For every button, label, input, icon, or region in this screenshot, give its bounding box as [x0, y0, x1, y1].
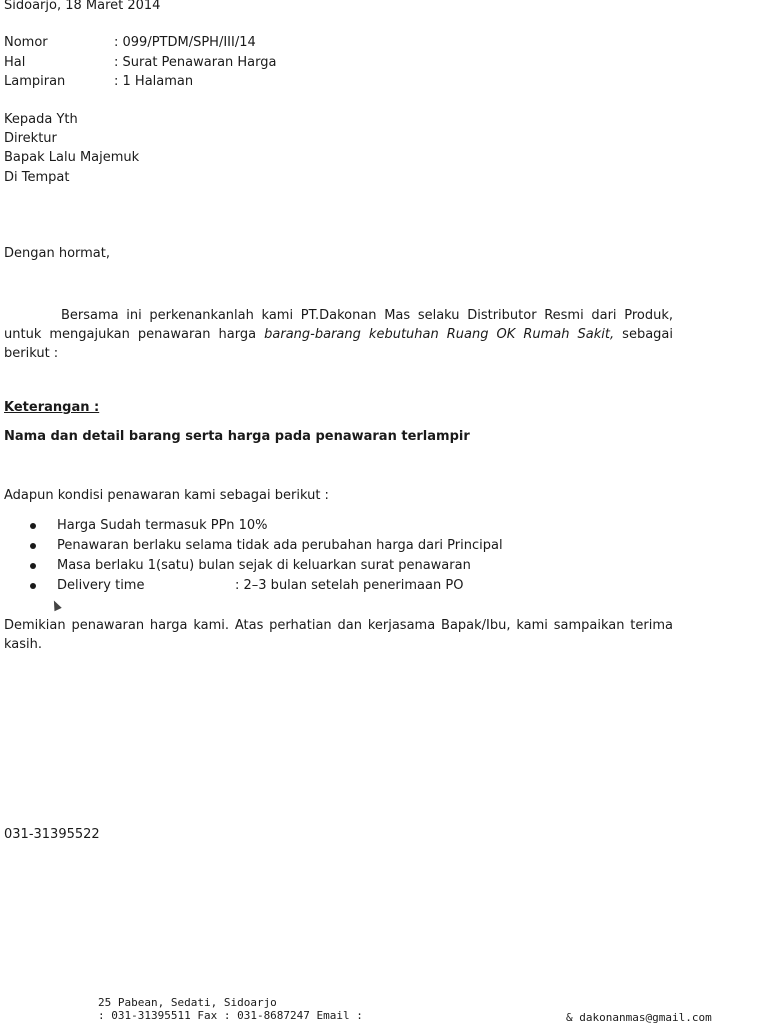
- salutation: Dengan hormat,: [4, 246, 111, 261]
- intro-text: Bersama ini perkenankanlah kami PT.Dakonan Mas selaku Distributor Resmi dari Produk, untuk mengajukan penawaran harga: [4, 308, 673, 342]
- meta-label: Hal: [4, 55, 26, 70]
- condition-text: Masa berlaku 1(satu) bulan sejak di keluarkan surat penawaran: [57, 558, 471, 573]
- footer-contact: : 031-31395511 Fax : 031-8687247 Email :: [98, 1009, 363, 1022]
- keterangan-heading: Keterangan :: [4, 400, 100, 415]
- intro-paragraph: [4, 306, 673, 363]
- phone-number: 031-31395522: [4, 827, 100, 842]
- intro-text-end: sebagai berikut :: [4, 327, 674, 361]
- recipient-line: Direktur: [4, 131, 57, 146]
- meta-label: Lampiran: [4, 74, 66, 89]
- bullet-icon: [30, 583, 36, 589]
- condition-text: Penawaran berlaku selama tidak ada perubahan harga dari Principal: [57, 538, 503, 553]
- meta-value: : 1 Halaman: [114, 74, 194, 89]
- bullet-icon: [30, 523, 36, 529]
- intro-italic: barang-barang kebutuhan Ruang OK Rumah Sakit,: [264, 327, 615, 342]
- conditions-intro: Adapun kondisi penawaran kami sebagai berikut :: [4, 488, 329, 503]
- bullet-icon: [30, 563, 36, 569]
- footer-address: 25 Pabean, Sedati, Sidoarjo: [98, 996, 277, 1009]
- meta-label: Nomor: [4, 35, 48, 50]
- meta-row: [0, 74, 400, 92]
- recipient-line: Kepada Yth: [4, 112, 78, 127]
- closing-paragraph: Demikian penawaran harga kami. Atas perhatian dan kerjasama Bapak/Ibu, kami sampaikan terima kasih.: [4, 618, 673, 652]
- condition-text: Harga Sudah termasuk PPn 10%: [57, 518, 268, 533]
- delivery-label: Delivery time: [57, 578, 145, 593]
- footer-email: & dakonanmas@gmail.com: [566, 1011, 712, 1024]
- mouse-cursor-icon: [50, 599, 61, 611]
- meta-row: [0, 35, 400, 53]
- meta-value: : 099/PTDM/SPH/III/14: [114, 35, 256, 50]
- meta-row: [0, 55, 400, 73]
- bullet-icon: [30, 543, 36, 549]
- keterangan-text: Nama dan detail barang serta harga pada penawaran terlampir: [4, 429, 470, 444]
- meta-value: : Surat Penawaran Harga: [114, 55, 277, 70]
- date-line: Sidoarjo, 18 Maret 2014: [4, 0, 161, 13]
- delivery-value: : 2–3 bulan setelah penerimaan PO: [235, 578, 464, 593]
- recipient-line: Di Tempat: [4, 170, 70, 185]
- recipient-line: Bapak Lalu Majemuk: [4, 150, 140, 165]
